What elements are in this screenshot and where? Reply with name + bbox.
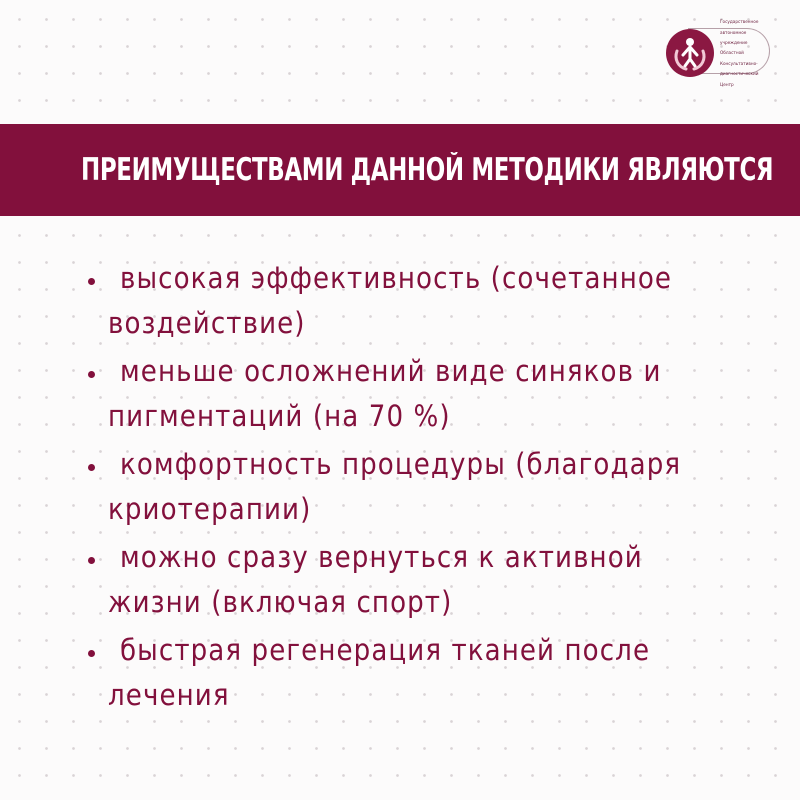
bullet-icon bbox=[88, 278, 95, 285]
logo-text-line: Областной bbox=[720, 50, 744, 56]
bullet-icon bbox=[88, 557, 95, 564]
list-item-text bbox=[108, 628, 728, 718]
list-item-text bbox=[108, 442, 728, 532]
logo-text bbox=[720, 14, 770, 92]
brand-logo bbox=[666, 19, 774, 87]
list-item-text bbox=[108, 535, 728, 625]
list-item-line: криотерапии) bbox=[108, 492, 312, 526]
list-item bbox=[0, 628, 800, 721]
logo-text-line: автономное bbox=[720, 29, 747, 35]
list-item-text bbox=[108, 349, 728, 439]
logo-text-line: учреждение bbox=[720, 40, 748, 45]
logo-text-line: Государственное bbox=[720, 19, 759, 25]
list-item-line: можно сразу вернуться к активной bbox=[120, 540, 643, 574]
list-item bbox=[0, 349, 800, 442]
list-item-line: жизни (включая спорт) bbox=[108, 585, 453, 619]
list-item-text bbox=[108, 256, 728, 346]
list-item-line: быстрая регенерация тканей после bbox=[120, 633, 651, 667]
list-item-line: лечения bbox=[108, 678, 230, 712]
logo-text-line: Центр bbox=[720, 81, 734, 87]
benefits-list bbox=[0, 256, 800, 721]
logo-text-line: диагностический bbox=[720, 71, 759, 77]
bullet-icon bbox=[88, 371, 95, 378]
list-item bbox=[0, 256, 800, 349]
bullet-icon bbox=[88, 650, 95, 657]
page-title: ПРЕИМУЩЕСТВАМИ ДАННОЙ МЕТОДИКИ ЯВЛЯЮТСЯ bbox=[81, 152, 774, 188]
list-item-line: высокая эффективность (сочетанное bbox=[120, 261, 673, 295]
list-item-line: пигментаций (на 70 %) bbox=[108, 399, 451, 433]
list-item bbox=[0, 442, 800, 535]
title-banner bbox=[0, 124, 800, 216]
list-item-line: комфортность процедуры (благодаря bbox=[120, 447, 682, 481]
list-item-line: меньше осложнений виде синяков и bbox=[120, 354, 662, 388]
logo-text-line: Консультативно- bbox=[720, 60, 758, 66]
list-item bbox=[0, 535, 800, 628]
logo-emblem-icon bbox=[666, 29, 714, 77]
bullet-icon bbox=[88, 464, 95, 471]
list-item-line: воздействие) bbox=[108, 306, 306, 340]
